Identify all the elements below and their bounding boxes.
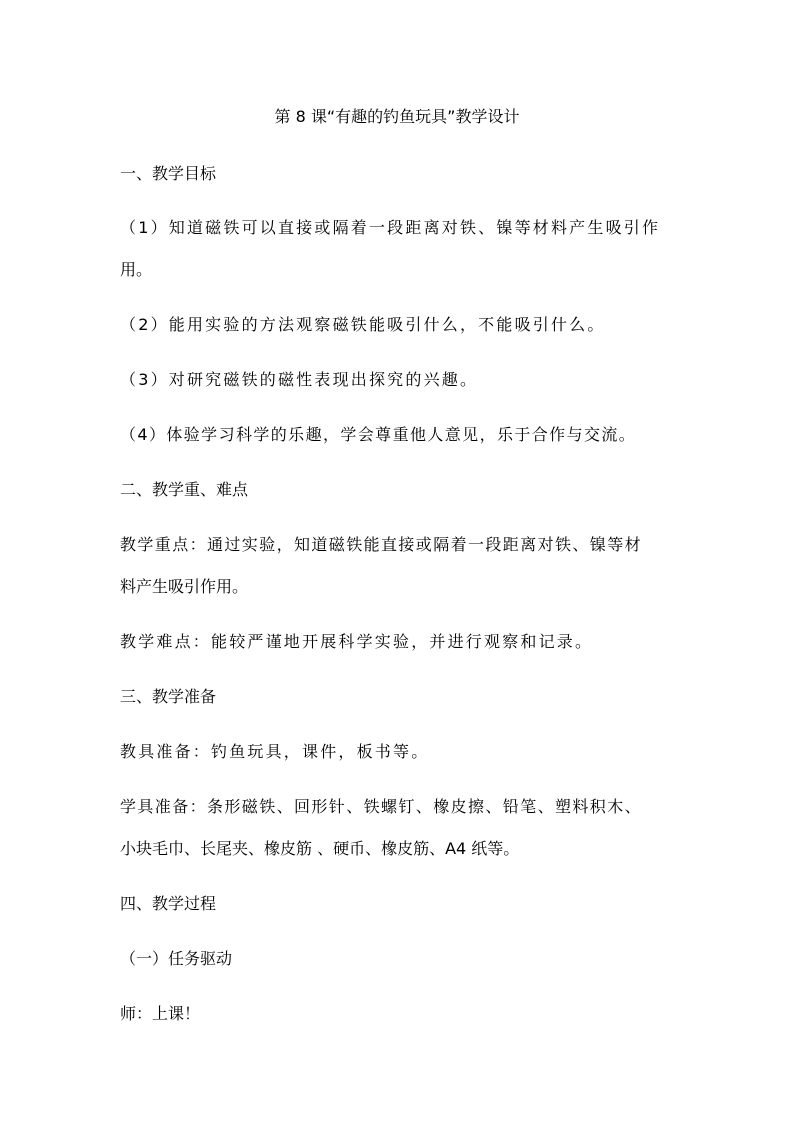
document-title: 第 8 课“有趣的钓鱼玩具”教学设计 [274, 107, 520, 126]
section-heading-preparation: 三、教学准备 [120, 687, 217, 706]
difficult-point: 教学难点：能较严谨地开展科学实验，并进行观察和记录。 [120, 632, 594, 651]
subsection-task-driven: （一）任务驱动 [120, 949, 233, 968]
section-heading-process: 四、教学过程 [120, 894, 217, 913]
objective-3: （3）对研究磁铁的磁性表现出探究的兴趣。 [120, 370, 479, 389]
objective-2: （2）能用实验的方法观察磁铁能吸引什么，不能吸引什么。 [120, 315, 606, 334]
student-materials-line-2: 小块毛巾、长尾夹、橡皮筋 、硬币、橡皮筋、A4 纸等。 [120, 839, 520, 858]
teacher-line: 师：上课！ [120, 1004, 201, 1023]
key-point-line-2: 料产生吸引作用。 [120, 577, 249, 596]
objective-1-line-2: 用。 [120, 260, 153, 279]
key-point-line-1: 教学重点：通过实验，知道磁铁能直接或隔着一段距离对铁、镍等材 [120, 535, 643, 554]
section-heading-objectives: 一、教学目标 [120, 164, 217, 183]
student-materials-line-1: 学具准备：条形磁铁、回形针、铁螺钉、橡皮擦、铅笔、塑料积木、 [120, 797, 643, 816]
teacher-materials: 教具准备：钓鱼玩具，课件，板书等。 [120, 742, 430, 761]
section-heading-key-points: 二、教学重、难点 [120, 480, 249, 499]
objective-1-line-1: （1）知道磁铁可以直接或隔着一段距离对铁、镍等材料产生吸引作 [120, 218, 661, 237]
objective-4: （4）体验学习科学的乐趣，学会尊重他人意见，乐于合作与交流。 [120, 425, 637, 444]
